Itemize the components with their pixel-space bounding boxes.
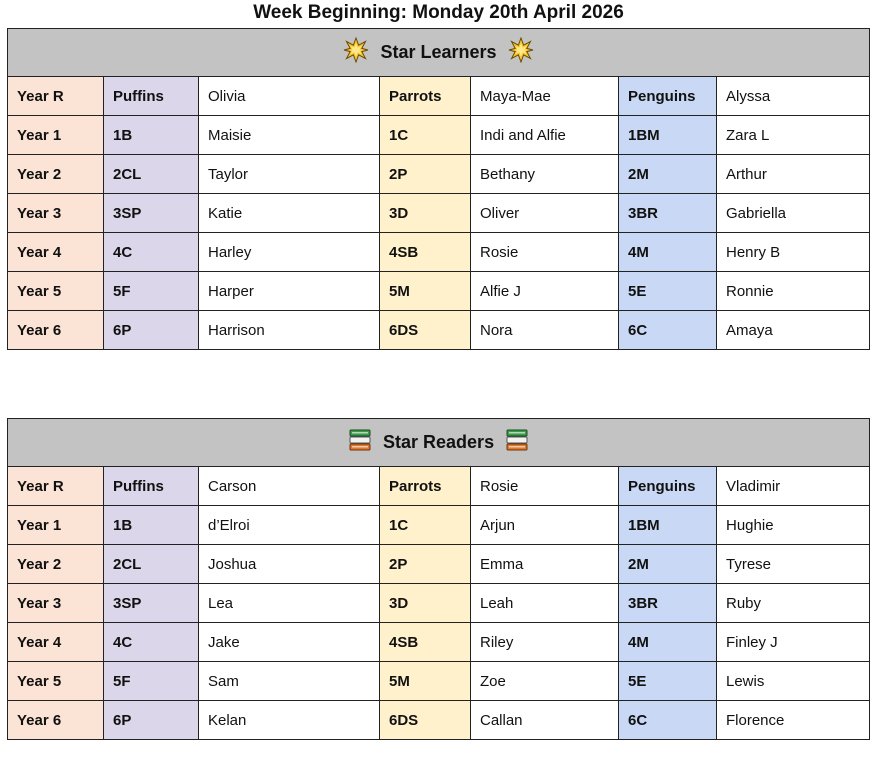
- year-cell: Year 1: [8, 506, 104, 545]
- table-row: [8, 77, 870, 116]
- penguins-class-cell: Penguins: [619, 77, 717, 116]
- parrots-class-cell: 5M: [380, 272, 471, 311]
- parrots-name-cell: Bethany: [471, 155, 619, 194]
- puffins-name-cell: Joshua: [199, 545, 380, 584]
- parrots-class-cell: 1C: [380, 116, 471, 155]
- year-cell: Year R: [8, 467, 104, 506]
- table-row: [8, 272, 870, 311]
- star-learners-table: [7, 28, 870, 350]
- puffins-class-cell: 5F: [104, 272, 199, 311]
- star-icon: [508, 37, 534, 68]
- puffins-name-cell: Katie: [199, 194, 380, 233]
- parrots-name-cell: Nora: [471, 311, 619, 350]
- section-title-row: [8, 29, 870, 77]
- table-row: [8, 662, 870, 701]
- penguins-name-cell: Henry B: [717, 233, 870, 272]
- puffins-class-cell: 4C: [104, 623, 199, 662]
- puffins-name-cell: Lea: [199, 584, 380, 623]
- year-cell: Year R: [8, 77, 104, 116]
- penguins-class-cell: 5E: [619, 662, 717, 701]
- penguins-class-cell: 3BR: [619, 584, 717, 623]
- penguins-name-cell: Alyssa: [717, 77, 870, 116]
- puffins-name-cell: Carson: [199, 467, 380, 506]
- puffins-class-cell: 5F: [104, 662, 199, 701]
- puffins-name-cell: d’Elroi: [199, 506, 380, 545]
- parrots-name-cell: Rosie: [471, 233, 619, 272]
- puffins-class-cell: 3SP: [104, 194, 199, 233]
- parrots-name-cell: Rosie: [471, 467, 619, 506]
- parrots-class-cell: 6DS: [380, 701, 471, 740]
- penguins-name-cell: Tyrese: [717, 545, 870, 584]
- penguins-class-cell: 3BR: [619, 194, 717, 233]
- table-row: [8, 311, 870, 350]
- year-cell: Year 5: [8, 272, 104, 311]
- penguins-class-cell: 5E: [619, 272, 717, 311]
- books-icon: [348, 428, 372, 457]
- penguins-name-cell: Vladimir: [717, 467, 870, 506]
- star-icon: [343, 37, 369, 68]
- penguins-name-cell: Gabriella: [717, 194, 870, 233]
- puffins-class-cell: 2CL: [104, 545, 199, 584]
- penguins-class-cell: 4M: [619, 233, 717, 272]
- penguins-class-cell: 2M: [619, 545, 717, 584]
- books-icon: [505, 428, 529, 457]
- table-row: [8, 545, 870, 584]
- table-row: [8, 623, 870, 662]
- section-title: [8, 29, 870, 77]
- puffins-name-cell: Harrison: [199, 311, 380, 350]
- year-cell: Year 4: [8, 623, 104, 662]
- puffins-class-cell: 3SP: [104, 584, 199, 623]
- parrots-class-cell: 4SB: [380, 623, 471, 662]
- table-row: [8, 194, 870, 233]
- parrots-class-cell: 4SB: [380, 233, 471, 272]
- puffins-class-cell: 4C: [104, 233, 199, 272]
- parrots-name-cell: Emma: [471, 545, 619, 584]
- parrots-name-cell: Alfie J: [471, 272, 619, 311]
- penguins-name-cell: Arthur: [717, 155, 870, 194]
- parrots-class-cell: 3D: [380, 194, 471, 233]
- puffins-class-cell: Puffins: [104, 77, 199, 116]
- table-row: [8, 155, 870, 194]
- penguins-class-cell: 4M: [619, 623, 717, 662]
- puffins-class-cell: 6P: [104, 311, 199, 350]
- year-cell: Year 3: [8, 194, 104, 233]
- parrots-class-cell: 3D: [380, 584, 471, 623]
- parrots-class-cell: Parrots: [380, 77, 471, 116]
- puffins-name-cell: Harper: [199, 272, 380, 311]
- section-title-text: Star Readers: [383, 432, 495, 452]
- penguins-class-cell: 6C: [619, 311, 717, 350]
- year-cell: Year 6: [8, 701, 104, 740]
- parrots-class-cell: 1C: [380, 506, 471, 545]
- table-row: [8, 584, 870, 623]
- puffins-name-cell: Taylor: [199, 155, 380, 194]
- parrots-name-cell: Arjun: [471, 506, 619, 545]
- penguins-class-cell: Penguins: [619, 467, 717, 506]
- parrots-class-cell: 2P: [380, 545, 471, 584]
- section-title-row: [8, 419, 870, 467]
- puffins-name-cell: Sam: [199, 662, 380, 701]
- penguins-class-cell: 6C: [619, 701, 717, 740]
- parrots-class-cell: Parrots: [380, 467, 471, 506]
- parrots-name-cell: Zoe: [471, 662, 619, 701]
- puffins-class-cell: 6P: [104, 701, 199, 740]
- puffins-class-cell: Puffins: [104, 467, 199, 506]
- parrots-name-cell: Oliver: [471, 194, 619, 233]
- puffins-class-cell: 2CL: [104, 155, 199, 194]
- parrots-class-cell: 2P: [380, 155, 471, 194]
- year-cell: Year 2: [8, 155, 104, 194]
- table-row: [8, 701, 870, 740]
- puffins-name-cell: Jake: [199, 623, 380, 662]
- parrots-name-cell: Indi and Alfie: [471, 116, 619, 155]
- section-title-text: Star Learners: [380, 42, 497, 62]
- table-row: [8, 506, 870, 545]
- parrots-class-cell: 6DS: [380, 311, 471, 350]
- parrots-name-cell: Callan: [471, 701, 619, 740]
- penguins-name-cell: Ronnie: [717, 272, 870, 311]
- puffins-name-cell: Harley: [199, 233, 380, 272]
- parrots-class-cell: 5M: [380, 662, 471, 701]
- penguins-name-cell: Lewis: [717, 662, 870, 701]
- penguins-name-cell: Hughie: [717, 506, 870, 545]
- table-row: [8, 233, 870, 272]
- parrots-name-cell: Leah: [471, 584, 619, 623]
- table-row: [8, 116, 870, 155]
- penguins-class-cell: 1BM: [619, 506, 717, 545]
- year-cell: Year 6: [8, 311, 104, 350]
- year-cell: Year 5: [8, 662, 104, 701]
- puffins-name-cell: Maisie: [199, 116, 380, 155]
- section-title: [8, 419, 870, 467]
- parrots-name-cell: Riley: [471, 623, 619, 662]
- star-readers-table: [7, 418, 870, 740]
- puffins-name-cell: Kelan: [199, 701, 380, 740]
- penguins-name-cell: Amaya: [717, 311, 870, 350]
- parrots-name-cell: Maya-Mae: [471, 77, 619, 116]
- year-cell: Year 4: [8, 233, 104, 272]
- year-cell: Year 3: [8, 584, 104, 623]
- puffins-class-cell: 1B: [104, 506, 199, 545]
- table-row: [8, 467, 870, 506]
- penguins-class-cell: 2M: [619, 155, 717, 194]
- penguins-name-cell: Florence: [717, 701, 870, 740]
- penguins-class-cell: 1BM: [619, 116, 717, 155]
- penguins-name-cell: Finley J: [717, 623, 870, 662]
- year-cell: Year 1: [8, 116, 104, 155]
- page-title: Week Beginning: Monday 20th April 2026: [253, 2, 624, 23]
- year-cell: Year 2: [8, 545, 104, 584]
- puffins-class-cell: 1B: [104, 116, 199, 155]
- penguins-name-cell: Ruby: [717, 584, 870, 623]
- penguins-name-cell: Zara L: [717, 116, 870, 155]
- puffins-name-cell: Olivia: [199, 77, 380, 116]
